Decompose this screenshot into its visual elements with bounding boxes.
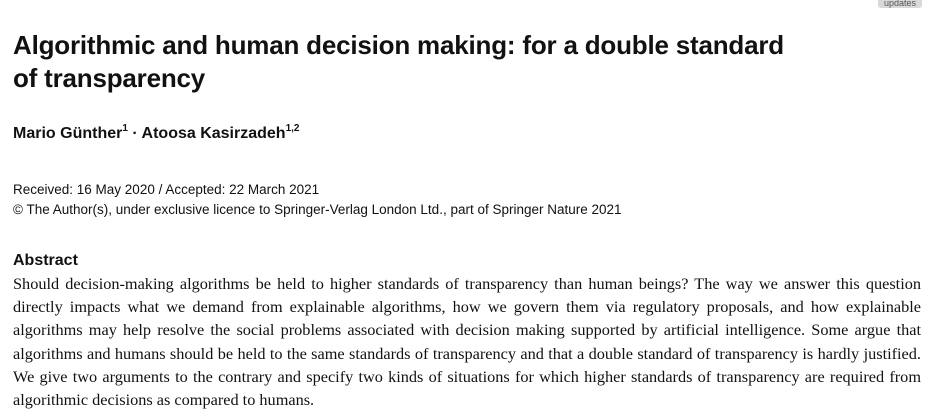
check-for-updates-badge[interactable]: updates bbox=[878, 0, 922, 8]
copyright-notice: © The Author(s), under exclusive licence to Springer-Verlag London Ltd., part of Springer Nature 2021 bbox=[13, 202, 622, 217]
abstract-heading: Abstract bbox=[13, 252, 78, 269]
author-name[interactable]: Atoosa Kasirzadeh bbox=[141, 125, 286, 142]
received-accepted-dates: Received: 16 May 2020 / Accepted: 22 March 2021 bbox=[13, 182, 320, 197]
author-affiliation: 1,2 bbox=[285, 123, 300, 134]
abstract-text: Should decision-making algorithms be held to higher standards of transparency than human beings? The way we answer this question directly impacts what we demand from explainable algorithms, how we govern them via regulatory proposals, and how explainable algorithms may help resolve the social problems associated with decision making supported by artificial intelligence. Some argue that algorithms and humans should be held to the same standards of transparency and that a double standard of transparency is hardly justified. We give two arguments to the contrary and specify two kinds of situations for which higher standards of transparency are required from algorithmic decisions as compared to humans. bbox=[13, 274, 921, 410]
author-name[interactable]: Mario Günther bbox=[13, 125, 123, 142]
author-separator: · bbox=[127, 125, 142, 142]
author-affiliation: 1 bbox=[122, 123, 128, 134]
article-title: Algorithmic and human decision making: for a double standard of transparency bbox=[13, 30, 784, 93]
publication-info bbox=[13, 180, 622, 220]
author-list bbox=[13, 124, 299, 146]
